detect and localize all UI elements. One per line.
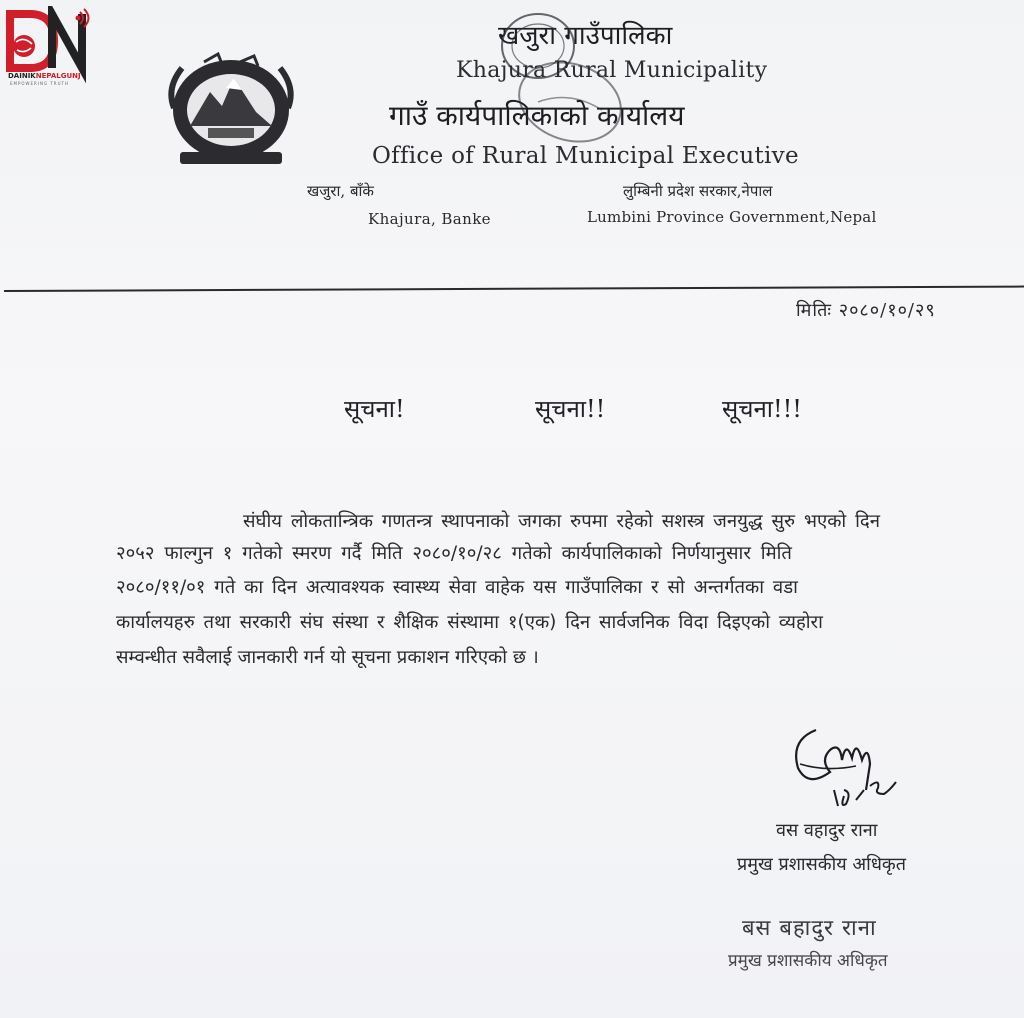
municipality-name-nepali: खजुरा गाउँपालिका	[498, 21, 673, 51]
province-english: Lumbini Province Government,Nepal	[587, 208, 877, 226]
body-line-2: २०५२ फाल्गुन १ गतेको स्मरण गर्दै मिति २०८०/१०/२८ गतेको कार्यपालिकाको निर्णयानुसार मिति	[116, 543, 792, 564]
notice-heading-3: सूचना!!!	[722, 395, 802, 423]
logo-wordmark: DAINIKNEPALGUNJ	[8, 72, 81, 80]
header-divider	[4, 286, 1024, 292]
nepal-emblem-icon	[160, 48, 302, 170]
name-stamp-name: बस बहादुर राना	[742, 916, 877, 941]
municipality-name-english: Khajura Rural Municipality	[456, 58, 768, 83]
signatory-title: प्रमुख प्रशासकीय अधिकृत	[737, 854, 906, 875]
logo-tagline: EMPOWERING TRUTH	[10, 81, 69, 86]
notice-heading-2: सूचना!!	[535, 395, 606, 423]
notice-date: मितिः २०८०/१०/२९	[796, 300, 936, 321]
signatory-name: वस वहादुर राना	[776, 820, 878, 841]
address-nepali: खजुरा, बाँके	[307, 182, 374, 200]
body-line-4: कार्यालयहरु तथा सरकारी संघ संस्था र शैक्षिक संस्थामा १(एक) दिन सार्वजनिक विदा दिइएको व्यहोरा	[116, 612, 823, 633]
address-english: Khajura, Banke	[368, 210, 491, 228]
office-stamp	[478, 6, 648, 146]
office-name-nepali: गाउँ कार्यपालिकाको कार्यालय	[389, 99, 685, 132]
province-nepali: लुम्बिनी प्रदेश सरकार,नेपाल	[623, 182, 773, 200]
body-line-1: संघीय लोकतान्त्रिक गणतन्त्र स्थापनाको जगका रुपमा रहेको सशस्त्र जनयुद्ध सुरु भएको दिन	[243, 511, 880, 532]
body-line-5: सम्वन्धीत सवैलाई जानकारी गर्न यो सूचना प्रकाशन गरिएको छ ।	[116, 647, 539, 668]
handwritten-signature	[786, 720, 906, 812]
office-name-english: Office of Rural Municipal Executive	[372, 143, 799, 169]
name-stamp-title: प्रमुख प्रशासकीय अधिकृत	[728, 951, 888, 971]
notice-heading-1: सूचना!	[344, 395, 405, 423]
body-line-3: २०८०/११/०१ गते का दिन अत्यावश्यक स्वास्थ्य सेवा वाहेक यस गाउँपालिका र सो अन्तर्गतका वडा	[116, 577, 798, 598]
